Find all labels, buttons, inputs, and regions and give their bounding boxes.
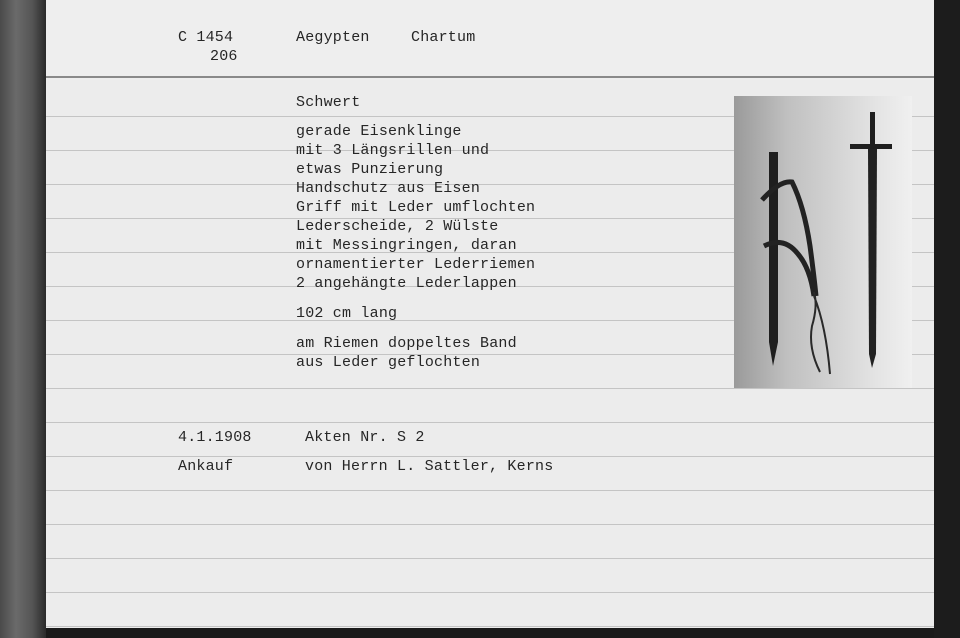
description-line: ornamentierter Lederriemen (296, 256, 536, 273)
note-block (296, 334, 517, 372)
description-line: etwas Punzierung (296, 161, 444, 178)
description-block (296, 122, 535, 293)
header-rule (46, 76, 934, 78)
description-line: Lederscheide, 2 Wülste (296, 218, 499, 235)
sword-with-scabbard-icon (734, 96, 912, 388)
description-line: mit Messingringen, daran (296, 237, 517, 254)
length: 102 cm lang (296, 305, 398, 322)
file-reference: Akten Nr. S 2 (305, 429, 425, 446)
background-right-edge (934, 0, 960, 638)
note-line: am Riemen doppeltes Band (296, 335, 517, 352)
description-line: mit 3 Längsrillen und (296, 142, 490, 159)
description-line: Handschutz aus Eisen (296, 180, 481, 197)
date: 4.1.1908 (178, 429, 252, 446)
background-bottom-edge (46, 628, 934, 638)
object-name: Schwert (296, 94, 361, 111)
acquisition-source: von Herrn L. Sattler, Kerns (305, 458, 554, 475)
description-line: 2 angehängte Lederlappen (296, 275, 517, 292)
note-line: aus Leder geflochten (296, 354, 481, 371)
acquisition-type: Ankauf (178, 458, 234, 475)
description-line: Griff mit Leder umflochten (296, 199, 536, 216)
inventory-number: C 1454 (178, 29, 234, 46)
background-left-edge (0, 0, 46, 638)
inventory-subnumber: 206 (210, 48, 238, 65)
catalog-card (46, 0, 934, 628)
place: Chartum (411, 29, 476, 46)
region: Aegypten (296, 29, 370, 46)
object-photo (734, 96, 912, 388)
description-line: gerade Eisenklinge (296, 123, 462, 140)
